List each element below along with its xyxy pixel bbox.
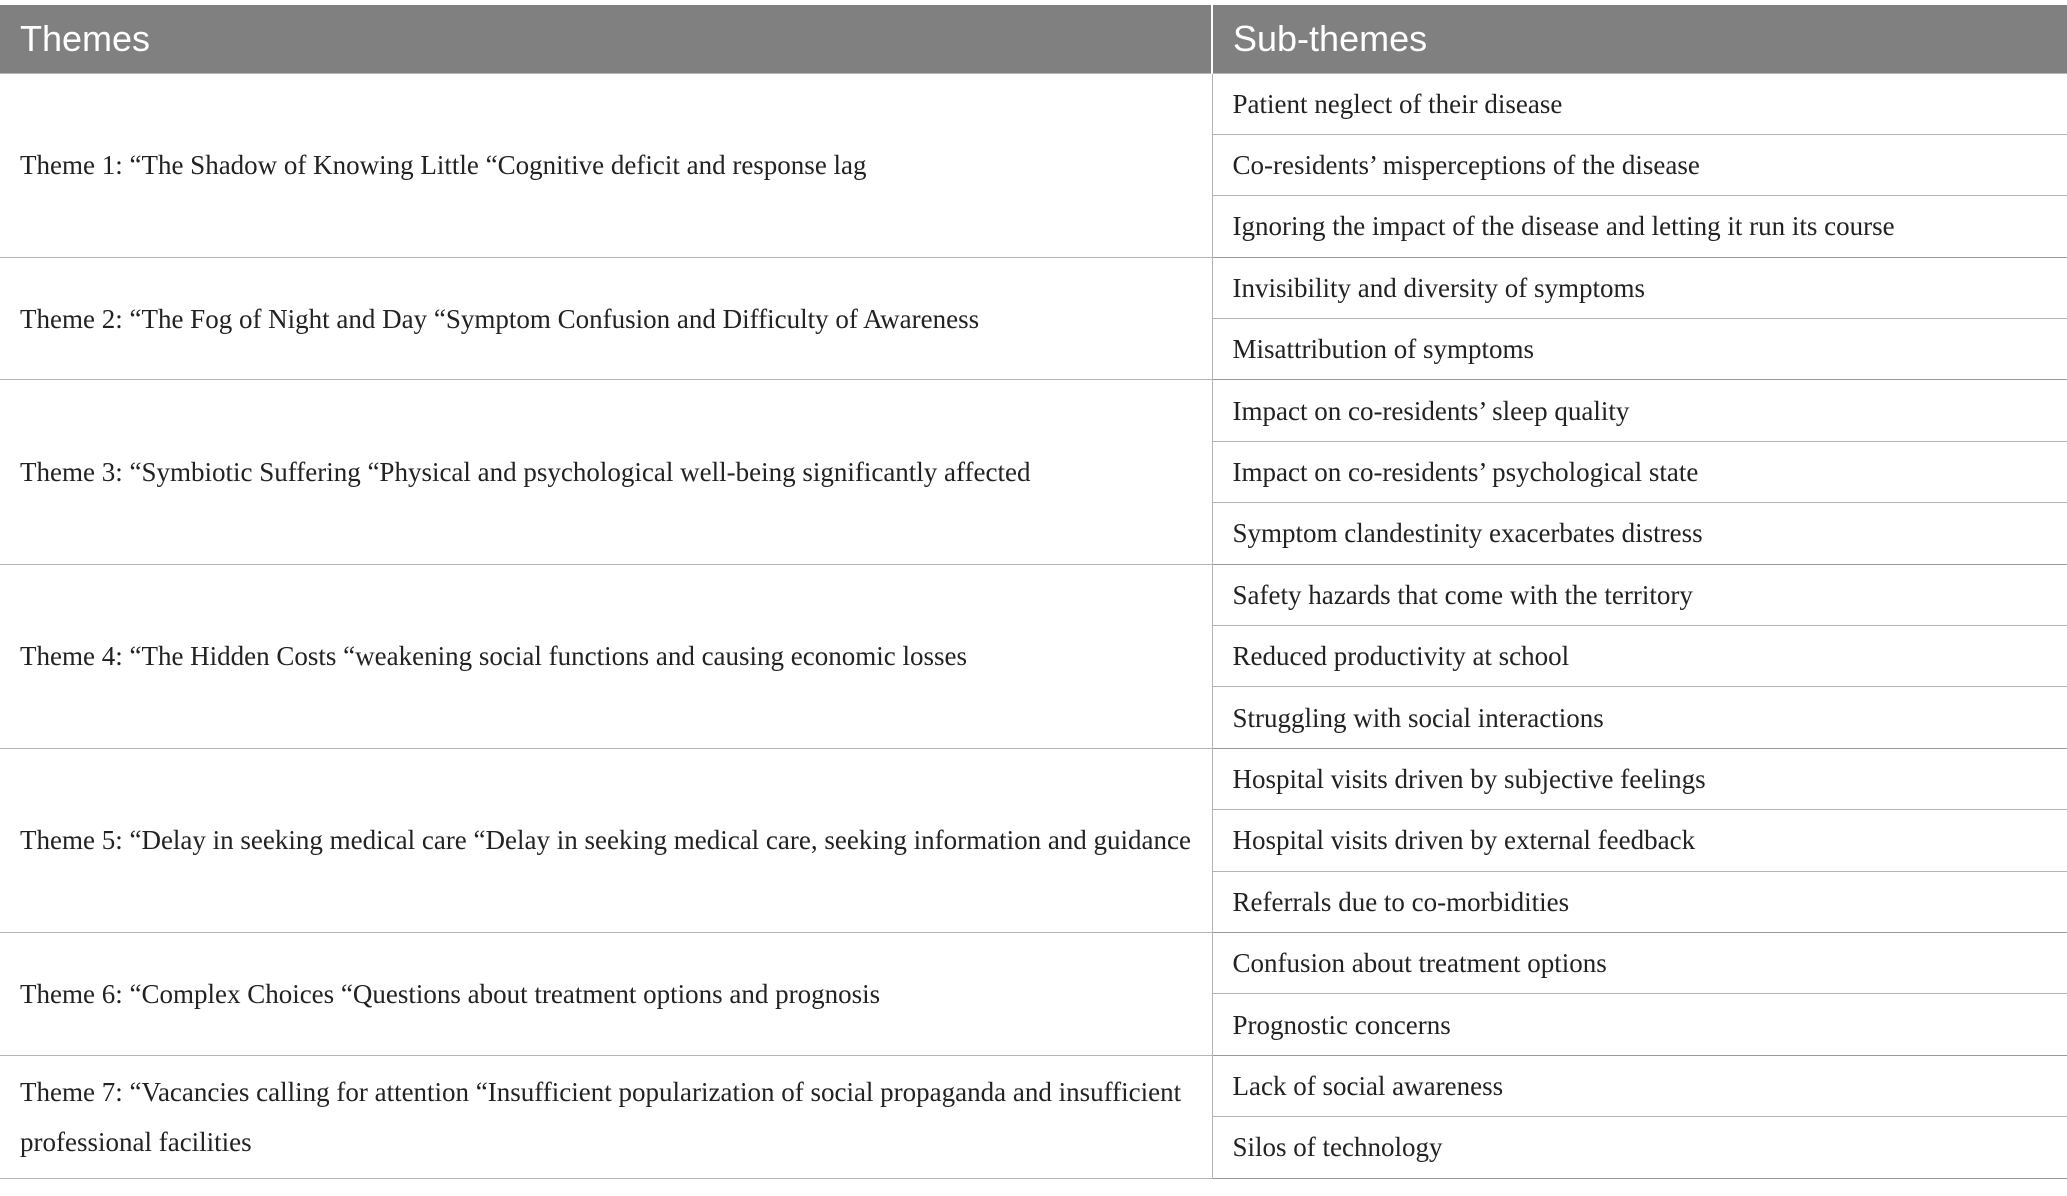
themes-table xyxy=(0,5,2067,1179)
theme-cell: Theme 2: “The Fog of Night and Day “Symptom Confusion and Difficulty of Awareness xyxy=(0,257,1212,380)
table-row xyxy=(0,932,2067,993)
theme-cell: Theme 5: “Delay in seeking medical care “Delay in seeking medical care, seeking information and guidance xyxy=(0,748,1212,932)
theme-cell: Theme 6: “Complex Choices “Questions about treatment options and prognosis xyxy=(0,932,1212,1055)
table-row xyxy=(0,1055,2067,1116)
subtheme-cell: Impact on co-residents’ sleep quality xyxy=(1212,380,2067,441)
table-row xyxy=(0,748,2067,809)
subtheme-cell: Patient neglect of their disease xyxy=(1212,73,2067,134)
subtheme-cell: Ignoring the impact of the disease and letting it run its course xyxy=(1212,196,2067,257)
subtheme-cell: Impact on co-residents’ psychological state xyxy=(1212,441,2067,502)
subtheme-cell: Lack of social awareness xyxy=(1212,1055,2067,1116)
theme-cell: Theme 1: “The Shadow of Knowing Little “Cognitive deficit and response lag xyxy=(0,73,1212,257)
themes-column-header: Themes xyxy=(0,5,1212,73)
subthemes-column-header: Sub-themes xyxy=(1212,5,2067,73)
table-row xyxy=(0,257,2067,318)
themes-table-container xyxy=(0,5,2067,1179)
subtheme-cell: Hospital visits driven by external feedback xyxy=(1212,810,2067,871)
table-row xyxy=(0,380,2067,441)
subtheme-cell: Prognostic concerns xyxy=(1212,994,2067,1055)
subtheme-cell: Symptom clandestinity exacerbates distress xyxy=(1212,503,2067,564)
table-row xyxy=(0,564,2067,625)
subtheme-cell: Hospital visits driven by subjective feelings xyxy=(1212,748,2067,809)
theme-cell: Theme 7: “Vacancies calling for attention “Insufficient popularization of social propaganda and insufficient professional facilities xyxy=(0,1055,1212,1178)
subtheme-cell: Co-residents’ misperceptions of the disease xyxy=(1212,134,2067,195)
table-row xyxy=(0,73,2067,134)
subtheme-cell: Silos of technology xyxy=(1212,1117,2067,1178)
header-row xyxy=(0,5,2067,73)
subtheme-cell: Reduced productivity at school xyxy=(1212,626,2067,687)
subtheme-cell: Struggling with social interactions xyxy=(1212,687,2067,748)
subtheme-cell: Confusion about treatment options xyxy=(1212,932,2067,993)
subtheme-cell: Referrals due to co-morbidities xyxy=(1212,871,2067,932)
subtheme-cell: Misattribution of symptoms xyxy=(1212,319,2067,380)
theme-cell: Theme 4: “The Hidden Costs “weakening social functions and causing economic losses xyxy=(0,564,1212,748)
subtheme-cell: Invisibility and diversity of symptoms xyxy=(1212,257,2067,318)
theme-cell: Theme 3: “Symbiotic Suffering “Physical and psychological well-being significantly affected xyxy=(0,380,1212,564)
subtheme-cell: Safety hazards that come with the territory xyxy=(1212,564,2067,625)
